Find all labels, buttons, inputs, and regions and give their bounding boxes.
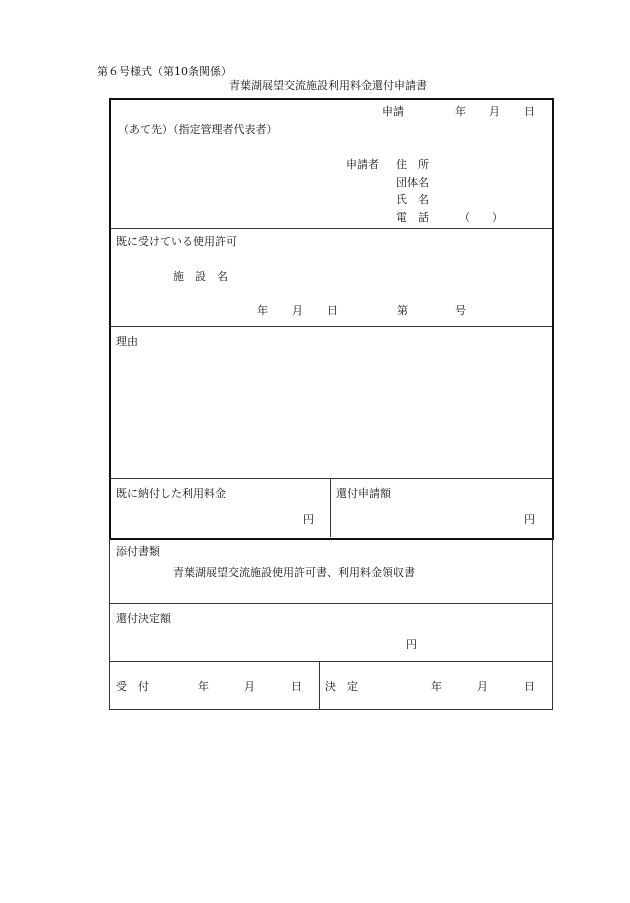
form-number: 第６号様式（第10条関係） (97, 65, 232, 78)
refund-request-unit: 円 (524, 513, 535, 526)
form-title: 青葉湖展望交流施設利用料金還付申請書 (229, 79, 427, 92)
decided-day: 日 (524, 680, 535, 693)
divider-decision (109, 603, 552, 604)
decided-month: 月 (477, 680, 488, 693)
decided-label: 決 定 (325, 680, 358, 693)
apply-day: 日 (524, 105, 535, 118)
divider-office-vertical (319, 662, 320, 709)
phone-label: 電 話 (396, 211, 429, 224)
received-month: 月 (244, 680, 255, 693)
name-label: 氏 名 (396, 193, 429, 206)
attachments-content: 青葉湖展望交流施設使用許可書、利用料金領収書 (173, 566, 415, 579)
divider-fees (111, 478, 552, 479)
group-label: 団体名 (396, 176, 429, 189)
decision-amount-unit: 円 (406, 638, 417, 651)
reason-heading: 理由 (116, 335, 138, 348)
applicant-section-frame (109, 98, 554, 540)
facility-label: 施 設 名 (173, 270, 228, 283)
address-label: 住 所 (396, 158, 429, 171)
apply-year: 年 (455, 105, 466, 118)
permit-number-suffix: 号 (455, 304, 466, 317)
divider-fees-vertical (330, 479, 331, 537)
received-year: 年 (198, 680, 209, 693)
received-label: 受 付 (116, 680, 149, 693)
apply-label: 申請 (382, 105, 404, 118)
received-day: 日 (291, 680, 302, 693)
refund-request-label: 還付申請額 (336, 487, 391, 500)
attachments-heading: 添付書類 (116, 545, 160, 558)
permit-number-prefix: 第 (397, 304, 408, 317)
permit-day: 日 (327, 304, 338, 317)
apply-month: 月 (489, 105, 500, 118)
permit-heading: 既に受けている使用許可 (116, 235, 237, 248)
decision-amount-label: 還付決定額 (116, 612, 171, 625)
applicant-label: 申請者 (346, 158, 379, 171)
paid-fee-unit: 円 (303, 513, 314, 526)
permit-month: 月 (292, 304, 303, 317)
divider-office (109, 661, 552, 662)
divider-reason (111, 326, 552, 327)
decided-year: 年 (431, 680, 442, 693)
paid-fee-label: 既に納付した利用料金 (116, 487, 226, 500)
addressee: （あて先）（指定管理者代表者） (118, 123, 278, 136)
phone-parentheses: （ ） (459, 211, 503, 224)
divider-permit (111, 228, 552, 229)
permit-year: 年 (257, 304, 268, 317)
